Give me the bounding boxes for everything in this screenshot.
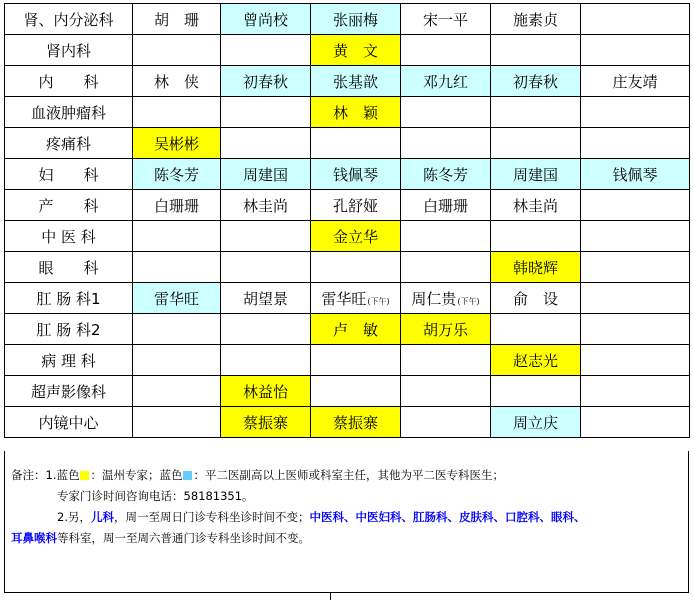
doctor-cell — [311, 221, 401, 252]
doctor-cell — [221, 128, 311, 159]
doctor-cell — [581, 128, 690, 159]
doctor-cell — [401, 252, 491, 283]
table-row — [5, 345, 690, 376]
doctor-name: 陈冬芳 — [422, 165, 468, 184]
doctor-name: 林 颖 — [332, 103, 378, 122]
doctor-name: 卢 敏 — [332, 320, 378, 339]
table-row — [5, 128, 690, 159]
highlight-dept: 耳鼻喉科 — [11, 531, 57, 545]
doctor-cell — [401, 221, 491, 252]
doctor-name: 周立庆 — [512, 413, 558, 432]
department-cell: 肛 肠 科1 — [5, 283, 133, 314]
doctor-name: 林益怡 — [242, 382, 288, 401]
doctor-cell — [401, 345, 491, 376]
doctor-name: 白珊珊 — [153, 196, 199, 215]
doctor-name: 宋一平 — [422, 10, 468, 29]
doctor-cell — [133, 128, 221, 159]
table-row — [5, 221, 690, 252]
table-row — [5, 66, 690, 97]
doctor-name: 周建国 — [512, 165, 558, 184]
doctor-cell — [401, 314, 491, 345]
doctor-name: 俞 设 — [512, 289, 558, 308]
doctor-cell — [581, 252, 690, 283]
doctor-name: 雷华旺 — [321, 289, 367, 308]
note-line-3 — [11, 507, 684, 528]
doctor-cell — [491, 314, 581, 345]
note-line-4 — [11, 528, 684, 549]
table-row — [5, 190, 690, 221]
doctor-name: 钱佩琴 — [612, 165, 658, 184]
doctor-name: 胡万乐 — [422, 320, 468, 339]
doctor-name: 林圭尚 — [242, 196, 288, 215]
doctor-cell — [311, 376, 401, 407]
department-cell: 内 科 — [5, 66, 133, 97]
doctor-name: 钱佩琴 — [332, 165, 378, 184]
doctor-cell — [401, 97, 491, 128]
doctor-cell — [133, 190, 221, 221]
doctor-cell — [401, 66, 491, 97]
doctor-name: 邓九红 — [422, 72, 468, 91]
doctor-cell — [133, 221, 221, 252]
doctor-cell — [401, 35, 491, 66]
doctor-cell — [491, 128, 581, 159]
doctor-name: 曾尚校 — [242, 10, 288, 29]
note-text: ：温州专家；蓝色 — [90, 468, 183, 482]
doctor-cell — [581, 35, 690, 66]
doctor-cell — [491, 221, 581, 252]
department-cell: 肾内科 — [5, 35, 133, 66]
table-row — [5, 407, 690, 438]
clinic-schedule-table — [4, 3, 690, 438]
department-cell: 产 科 — [5, 190, 133, 221]
department-cell: 血液肿瘤科 — [5, 97, 133, 128]
doctor-cell — [221, 376, 311, 407]
doctor-name: 初春秋 — [242, 72, 288, 91]
note-text: 专家门诊时间咨询电话：58181351。 — [57, 489, 254, 503]
doctor-cell — [311, 97, 401, 128]
doctor-cell — [133, 283, 221, 314]
doctor-cell — [133, 314, 221, 345]
note-line-1 — [11, 465, 684, 486]
session-note: (下午) — [457, 296, 480, 306]
doctor-cell — [221, 283, 311, 314]
doctor-cell — [491, 190, 581, 221]
doctor-cell — [221, 221, 311, 252]
doctor-cell — [491, 97, 581, 128]
doctor-cell — [311, 4, 401, 35]
doctor-cell — [311, 345, 401, 376]
doctor-cell — [491, 4, 581, 35]
doctor-cell — [221, 190, 311, 221]
doctor-cell — [491, 35, 581, 66]
doctor-cell — [491, 159, 581, 190]
doctor-cell — [491, 252, 581, 283]
session-note: (下午) — [367, 296, 390, 306]
department-cell: 疼痛科 — [5, 128, 133, 159]
doctor-name: 黄 文 — [332, 41, 378, 60]
doctor-name: 林圭尚 — [512, 196, 558, 215]
doctor-name: 庄友靖 — [612, 72, 658, 91]
doctor-cell — [491, 283, 581, 314]
doctor-cell — [581, 159, 690, 190]
table-row — [5, 35, 690, 66]
notes-section — [4, 451, 689, 593]
doctor-name: 初春秋 — [512, 72, 558, 91]
doctor-cell — [221, 407, 311, 438]
doctor-name: 周仁贵 — [411, 289, 457, 308]
doctor-name: 白珊珊 — [422, 196, 468, 215]
department-cell: 内镜中心 — [5, 407, 133, 438]
doctor-cell — [491, 345, 581, 376]
table-row — [5, 159, 690, 190]
highlight-dept: 儿科 — [90, 510, 114, 524]
doctor-cell — [401, 190, 491, 221]
doctor-cell — [311, 407, 401, 438]
doctor-cell — [221, 35, 311, 66]
doctor-cell — [221, 4, 311, 35]
doctor-cell — [401, 128, 491, 159]
doctor-cell — [221, 252, 311, 283]
doctor-cell — [581, 376, 690, 407]
department-cell: 妇 科 — [5, 159, 133, 190]
table-row — [5, 283, 690, 314]
doctor-cell — [401, 4, 491, 35]
doctor-name: 周建国 — [242, 165, 288, 184]
doctor-name: 金立华 — [332, 227, 378, 246]
doctor-name: 胡望景 — [242, 289, 288, 308]
table-row — [5, 252, 690, 283]
department-cell: 中 医 科 — [5, 221, 133, 252]
doctor-cell — [401, 407, 491, 438]
doctor-name: 张基歆 — [332, 72, 378, 91]
divider — [330, 593, 331, 600]
yellow-swatch-icon — [80, 471, 89, 480]
doctor-cell — [311, 190, 401, 221]
doctor-cell — [133, 35, 221, 66]
note-text: ，周一至周日门诊专科坐诊时间不变； — [113, 510, 310, 524]
table-row — [5, 4, 690, 35]
doctor-cell — [491, 66, 581, 97]
doctor-cell — [133, 97, 221, 128]
department-cell: 眼 科 — [5, 252, 133, 283]
doctor-cell — [311, 314, 401, 345]
blue-swatch-icon — [183, 471, 192, 480]
doctor-cell — [221, 66, 311, 97]
doctor-name: 蔡振寨 — [242, 413, 288, 432]
department-cell: 超声影像科 — [5, 376, 133, 407]
doctor-cell — [133, 345, 221, 376]
doctor-name: 林 侠 — [153, 72, 199, 91]
doctor-name: 雷华旺 — [153, 289, 199, 308]
doctor-name: 张丽梅 — [332, 10, 378, 29]
department-cell: 肛 肠 科2 — [5, 314, 133, 345]
doctor-cell — [133, 407, 221, 438]
doctor-cell — [133, 4, 221, 35]
doctor-name: 赵志光 — [512, 351, 558, 370]
doctor-cell — [221, 345, 311, 376]
note-text: 2.另， — [57, 510, 91, 524]
note-text: ：平二医副高以上医师或科室主任，其他为平二医专科医生； — [193, 468, 504, 482]
doctor-cell — [311, 66, 401, 97]
note-text: 备注：1.蓝色 — [11, 468, 80, 482]
department-cell: 病 理 科 — [5, 345, 133, 376]
doctor-cell — [581, 345, 690, 376]
doctor-name: 施素贞 — [512, 10, 558, 29]
doctor-cell — [581, 314, 690, 345]
doctor-cell — [221, 314, 311, 345]
doctor-name: 韩晓辉 — [512, 258, 558, 277]
doctor-name: 陈冬芳 — [153, 165, 199, 184]
doctor-cell — [581, 4, 690, 35]
doctor-cell — [581, 66, 690, 97]
doctor-cell — [311, 128, 401, 159]
note-text: 等科室，周一至周六普通门诊专科坐诊时间不变。 — [57, 531, 310, 545]
table-row — [5, 97, 690, 128]
doctor-name: 吴彬彬 — [153, 134, 199, 153]
doctor-cell — [133, 252, 221, 283]
doctor-cell — [401, 159, 491, 190]
doctor-cell — [133, 159, 221, 190]
doctor-cell — [581, 283, 690, 314]
table-row — [5, 314, 690, 345]
doctor-cell — [581, 221, 690, 252]
doctor-cell — [581, 190, 690, 221]
doctor-cell — [133, 66, 221, 97]
note-line-2 — [11, 486, 684, 507]
doctor-cell — [133, 376, 221, 407]
department-cell: 肾、内分泌科 — [5, 4, 133, 35]
doctor-name: 蔡振寨 — [332, 413, 378, 432]
highlight-dept-list: 中医科、中医妇科、肛肠科、皮肤科、口腔科、眼科、 — [309, 510, 586, 524]
doctor-cell — [311, 159, 401, 190]
doctor-cell — [401, 283, 491, 314]
doctor-cell — [581, 97, 690, 128]
doctor-cell — [491, 407, 581, 438]
doctor-cell — [401, 376, 491, 407]
doctor-cell — [581, 407, 690, 438]
doctor-cell — [311, 252, 401, 283]
table-row — [5, 376, 690, 407]
doctor-name: 胡 珊 — [153, 10, 199, 29]
doctor-cell — [311, 283, 401, 314]
doctor-cell — [491, 376, 581, 407]
doctor-cell — [221, 97, 311, 128]
doctor-name: 孔舒娅 — [332, 196, 378, 215]
doctor-cell — [311, 35, 401, 66]
doctor-cell — [221, 159, 311, 190]
